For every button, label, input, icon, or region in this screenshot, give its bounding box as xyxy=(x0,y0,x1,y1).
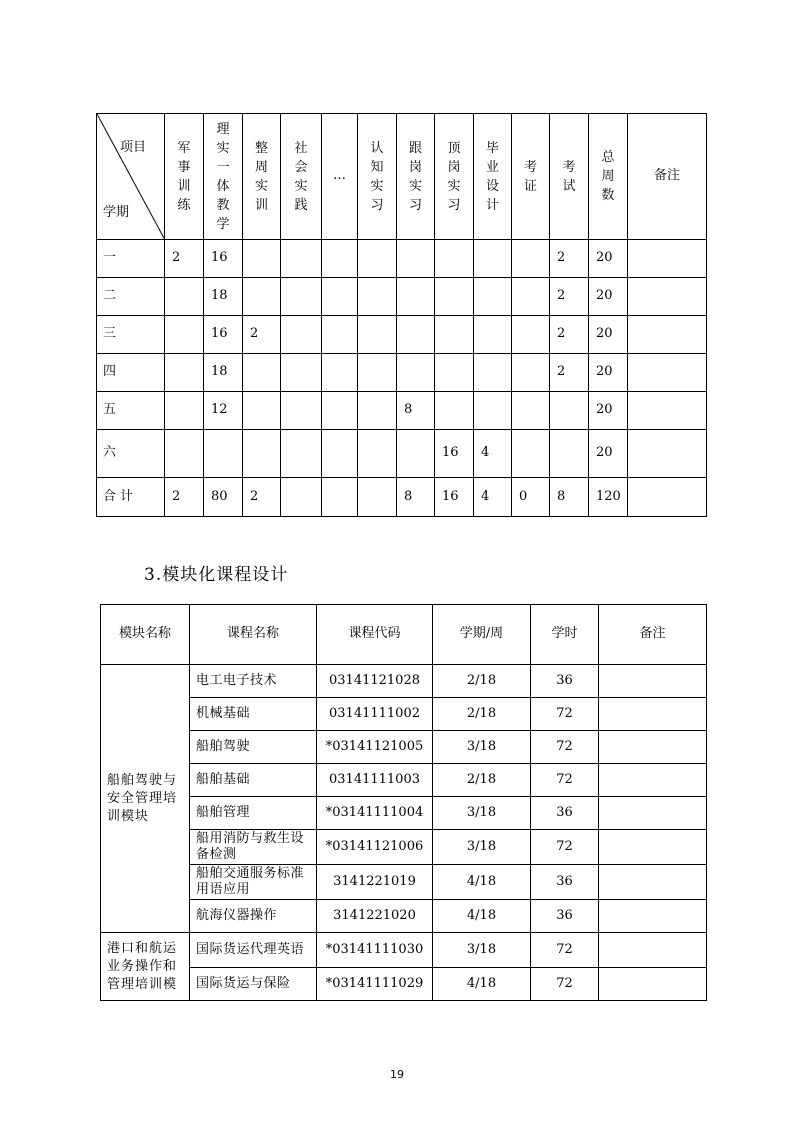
course-name-cell: 航海仪器操作 xyxy=(190,900,317,933)
course-row xyxy=(101,830,707,865)
schedule-cell xyxy=(397,240,435,278)
schedule-cell xyxy=(397,430,435,478)
schedule-cell xyxy=(474,240,512,278)
course-code-cell: 3141221019 xyxy=(317,865,433,900)
course-row xyxy=(101,968,707,1001)
schedule-cell xyxy=(322,430,358,478)
course-term-cell: 4/18 xyxy=(433,865,531,900)
course-note-cell xyxy=(599,698,707,731)
course-name-cell: 国际货运与保险 xyxy=(190,968,317,1001)
schedule-cell: 4 xyxy=(474,478,512,517)
schedule-cell xyxy=(243,278,281,316)
teaching-schedule-table xyxy=(96,113,707,517)
course-hours-cell: 36 xyxy=(531,900,599,933)
modular-course-table xyxy=(100,604,707,1001)
header-cell: 考试 xyxy=(550,114,589,240)
diagonal-line xyxy=(97,114,165,240)
course-term-cell: 3/18 xyxy=(433,797,531,830)
schedule-cell xyxy=(243,354,281,392)
header-cell: 考证 xyxy=(512,114,550,240)
course-term-cell: 3/18 xyxy=(433,830,531,865)
header-cell: 理实一体教学 xyxy=(204,114,243,240)
schedule-cell xyxy=(281,278,322,316)
schedule-cell xyxy=(358,240,397,278)
schedule-cell xyxy=(628,478,707,517)
schedule-cell xyxy=(358,430,397,478)
schedule-cell: 20 xyxy=(589,354,628,392)
schedule-cell: 2 xyxy=(165,240,204,278)
schedule-cell xyxy=(322,478,358,517)
course-row xyxy=(101,764,707,797)
course-hours-cell: 36 xyxy=(531,865,599,900)
course-row xyxy=(101,665,707,698)
schedule-cell xyxy=(512,430,550,478)
course-note-cell xyxy=(599,830,707,865)
course-code-cell: *03141121005 xyxy=(317,731,433,764)
schedule-cell: 16 xyxy=(204,240,243,278)
term-cell: 三 xyxy=(97,316,165,354)
header-cell: 学时 xyxy=(531,605,599,665)
schedule-cell: 16 xyxy=(204,316,243,354)
schedule-cell xyxy=(281,354,322,392)
schedule-cell xyxy=(281,240,322,278)
schedule-cell xyxy=(165,316,204,354)
schedule-row xyxy=(97,354,707,392)
header-cell: 顶岗实习 xyxy=(435,114,474,240)
course-note-cell xyxy=(599,797,707,830)
schedule-cell: 2 xyxy=(550,240,589,278)
header-cell: 社会实践 xyxy=(281,114,322,240)
course-code-cell: 03141111003 xyxy=(317,764,433,797)
section-heading: 3.模块化课程设计 xyxy=(144,565,289,585)
schedule-row xyxy=(97,392,707,430)
course-name-cell: 船舶管理 xyxy=(190,797,317,830)
header-cell: 模块名称 xyxy=(101,605,190,665)
course-term-cell: 3/18 xyxy=(433,731,531,764)
course-term-cell: 2/18 xyxy=(433,764,531,797)
corner-label-term: 学期 xyxy=(103,204,130,220)
course-note-cell xyxy=(599,731,707,764)
corner-label-item: 项目 xyxy=(119,140,146,155)
schedule-cell: 2 xyxy=(243,478,281,517)
term-cell: 合 计 xyxy=(97,478,165,517)
term-cell: 五 xyxy=(97,392,165,430)
course-term-cell: 4/18 xyxy=(433,900,531,933)
course-hours-cell: 72 xyxy=(531,731,599,764)
course-hours-cell: 72 xyxy=(531,968,599,1001)
diagonal-header-cell xyxy=(97,114,165,240)
term-cell: 六 xyxy=(97,430,165,478)
schedule-cell xyxy=(358,316,397,354)
schedule-cell: 20 xyxy=(589,278,628,316)
schedule-cell: 2 xyxy=(243,316,281,354)
course-code-cell: 03141121028 xyxy=(317,665,433,698)
schedule-cell xyxy=(474,316,512,354)
schedule-cell: 2 xyxy=(550,354,589,392)
course-note-cell xyxy=(599,764,707,797)
course-name-cell: 船用消防与救生设备检测 xyxy=(190,830,317,865)
course-row xyxy=(101,797,707,830)
schedule-cell xyxy=(281,430,322,478)
schedule-cell xyxy=(243,430,281,478)
schedule-cell xyxy=(165,278,204,316)
schedule-cell: 20 xyxy=(589,430,628,478)
schedule-row xyxy=(97,240,707,278)
schedule-cell xyxy=(322,392,358,430)
schedule-cell xyxy=(435,392,474,430)
course-term-cell: 2/18 xyxy=(433,665,531,698)
schedule-cell xyxy=(628,392,707,430)
schedule-cell xyxy=(512,278,550,316)
course-row xyxy=(101,698,707,731)
course-name-cell: 船舶驾驶 xyxy=(190,731,317,764)
course-row xyxy=(101,731,707,764)
schedule-cell xyxy=(474,278,512,316)
schedule-cell xyxy=(322,354,358,392)
schedule-row xyxy=(97,430,707,478)
schedule-cell xyxy=(358,354,397,392)
schedule-cell xyxy=(474,392,512,430)
schedule-cell xyxy=(358,278,397,316)
course-note-cell xyxy=(599,865,707,900)
header-cell: 总周数 xyxy=(589,114,628,240)
schedule-cell xyxy=(512,354,550,392)
schedule-cell xyxy=(628,240,707,278)
schedule-cell xyxy=(165,392,204,430)
header-cell: 备注 xyxy=(628,114,707,240)
term-cell: 一 xyxy=(97,240,165,278)
course-header-row xyxy=(101,605,707,665)
header-cell: 课程名称 xyxy=(190,605,317,665)
schedule-row xyxy=(97,316,707,354)
schedule-cell xyxy=(165,430,204,478)
schedule-cell xyxy=(397,278,435,316)
schedule-cell xyxy=(243,392,281,430)
schedule-cell xyxy=(358,392,397,430)
course-code-cell: *03141111004 xyxy=(317,797,433,830)
course-code-cell: *03141121006 xyxy=(317,830,433,865)
header-cell: 课程代码 xyxy=(317,605,433,665)
course-row xyxy=(101,900,707,933)
course-term-cell: 3/18 xyxy=(433,933,531,968)
course-note-cell xyxy=(599,665,707,698)
header-cell: … xyxy=(322,114,358,240)
header-cell: 毕业设计 xyxy=(474,114,512,240)
course-name-cell: 机械基础 xyxy=(190,698,317,731)
schedule-header-row xyxy=(97,114,707,240)
schedule-cell xyxy=(512,392,550,430)
header-cell: 备注 xyxy=(599,605,707,665)
schedule-cell xyxy=(281,392,322,430)
schedule-cell xyxy=(512,316,550,354)
page-number: 19 xyxy=(390,1068,404,1081)
schedule-cell: 12 xyxy=(204,392,243,430)
term-cell: 四 xyxy=(97,354,165,392)
schedule-cell: 18 xyxy=(204,354,243,392)
course-name-cell: 电工电子技术 xyxy=(190,665,317,698)
schedule-cell xyxy=(322,316,358,354)
schedule-cell xyxy=(628,430,707,478)
schedule-cell xyxy=(358,478,397,517)
schedule-cell xyxy=(628,278,707,316)
schedule-cell: 16 xyxy=(435,430,474,478)
course-hours-cell: 72 xyxy=(531,830,599,865)
course-note-cell xyxy=(599,968,707,1001)
term-cell: 二 xyxy=(97,278,165,316)
schedule-cell: 16 xyxy=(435,478,474,517)
course-code-cell: 3141221020 xyxy=(317,900,433,933)
schedule-cell xyxy=(204,430,243,478)
schedule-cell xyxy=(322,240,358,278)
course-hours-cell: 36 xyxy=(531,665,599,698)
schedule-cell xyxy=(165,354,204,392)
schedule-cell: 0 xyxy=(512,478,550,517)
schedule-cell: 2 xyxy=(165,478,204,517)
course-code-cell: 03141111002 xyxy=(317,698,433,731)
schedule-row xyxy=(97,278,707,316)
schedule-cell: 4 xyxy=(474,430,512,478)
course-code-cell: *03141111030 xyxy=(317,933,433,968)
course-code-cell: *03141111029 xyxy=(317,968,433,1001)
course-name-cell: 国际货运代理英语 xyxy=(190,933,317,968)
header-cell: 整周实训 xyxy=(243,114,281,240)
module-name-cell: 港口和航运业务操作和管理培训模 xyxy=(101,933,190,1001)
schedule-row xyxy=(97,478,707,517)
schedule-cell: 120 xyxy=(589,478,628,517)
header-cell: 学期/周 xyxy=(433,605,531,665)
schedule-cell xyxy=(435,354,474,392)
module-name-cell: 船舶驾驶与安全管理培训模块 xyxy=(101,665,190,933)
course-term-cell: 2/18 xyxy=(433,698,531,731)
schedule-cell: 20 xyxy=(589,316,628,354)
schedule-cell xyxy=(397,316,435,354)
schedule-cell: 20 xyxy=(589,392,628,430)
course-hours-cell: 72 xyxy=(531,764,599,797)
schedule-cell xyxy=(550,392,589,430)
schedule-cell xyxy=(281,316,322,354)
course-hours-cell: 72 xyxy=(531,698,599,731)
schedule-cell xyxy=(628,316,707,354)
header-cell: 认知实习 xyxy=(358,114,397,240)
course-note-cell xyxy=(599,900,707,933)
schedule-cell: 8 xyxy=(397,392,435,430)
schedule-cell xyxy=(281,478,322,517)
schedule-cell: 20 xyxy=(589,240,628,278)
schedule-cell: 2 xyxy=(550,278,589,316)
course-note-cell xyxy=(599,933,707,968)
schedule-cell xyxy=(243,240,281,278)
schedule-cell: 80 xyxy=(204,478,243,517)
course-row xyxy=(101,933,707,968)
header-cell: 跟岗实习 xyxy=(397,114,435,240)
schedule-cell: 8 xyxy=(550,478,589,517)
schedule-cell xyxy=(435,316,474,354)
course-hours-cell: 36 xyxy=(531,797,599,830)
course-row xyxy=(101,865,707,900)
schedule-cell xyxy=(435,240,474,278)
course-hours-cell: 72 xyxy=(531,933,599,968)
schedule-cell: 2 xyxy=(550,316,589,354)
schedule-cell xyxy=(474,354,512,392)
course-name-cell: 船舶交通服务标准用语应用 xyxy=(190,865,317,900)
schedule-cell: 8 xyxy=(397,478,435,517)
schedule-cell xyxy=(397,354,435,392)
schedule-cell xyxy=(550,430,589,478)
schedule-cell: 18 xyxy=(204,278,243,316)
schedule-cell xyxy=(512,240,550,278)
schedule-cell xyxy=(435,278,474,316)
header-cell: 军事训练 xyxy=(165,114,204,240)
schedule-cell xyxy=(628,354,707,392)
course-name-cell: 船舶基础 xyxy=(190,764,317,797)
course-term-cell: 4/18 xyxy=(433,968,531,1001)
schedule-cell xyxy=(322,278,358,316)
